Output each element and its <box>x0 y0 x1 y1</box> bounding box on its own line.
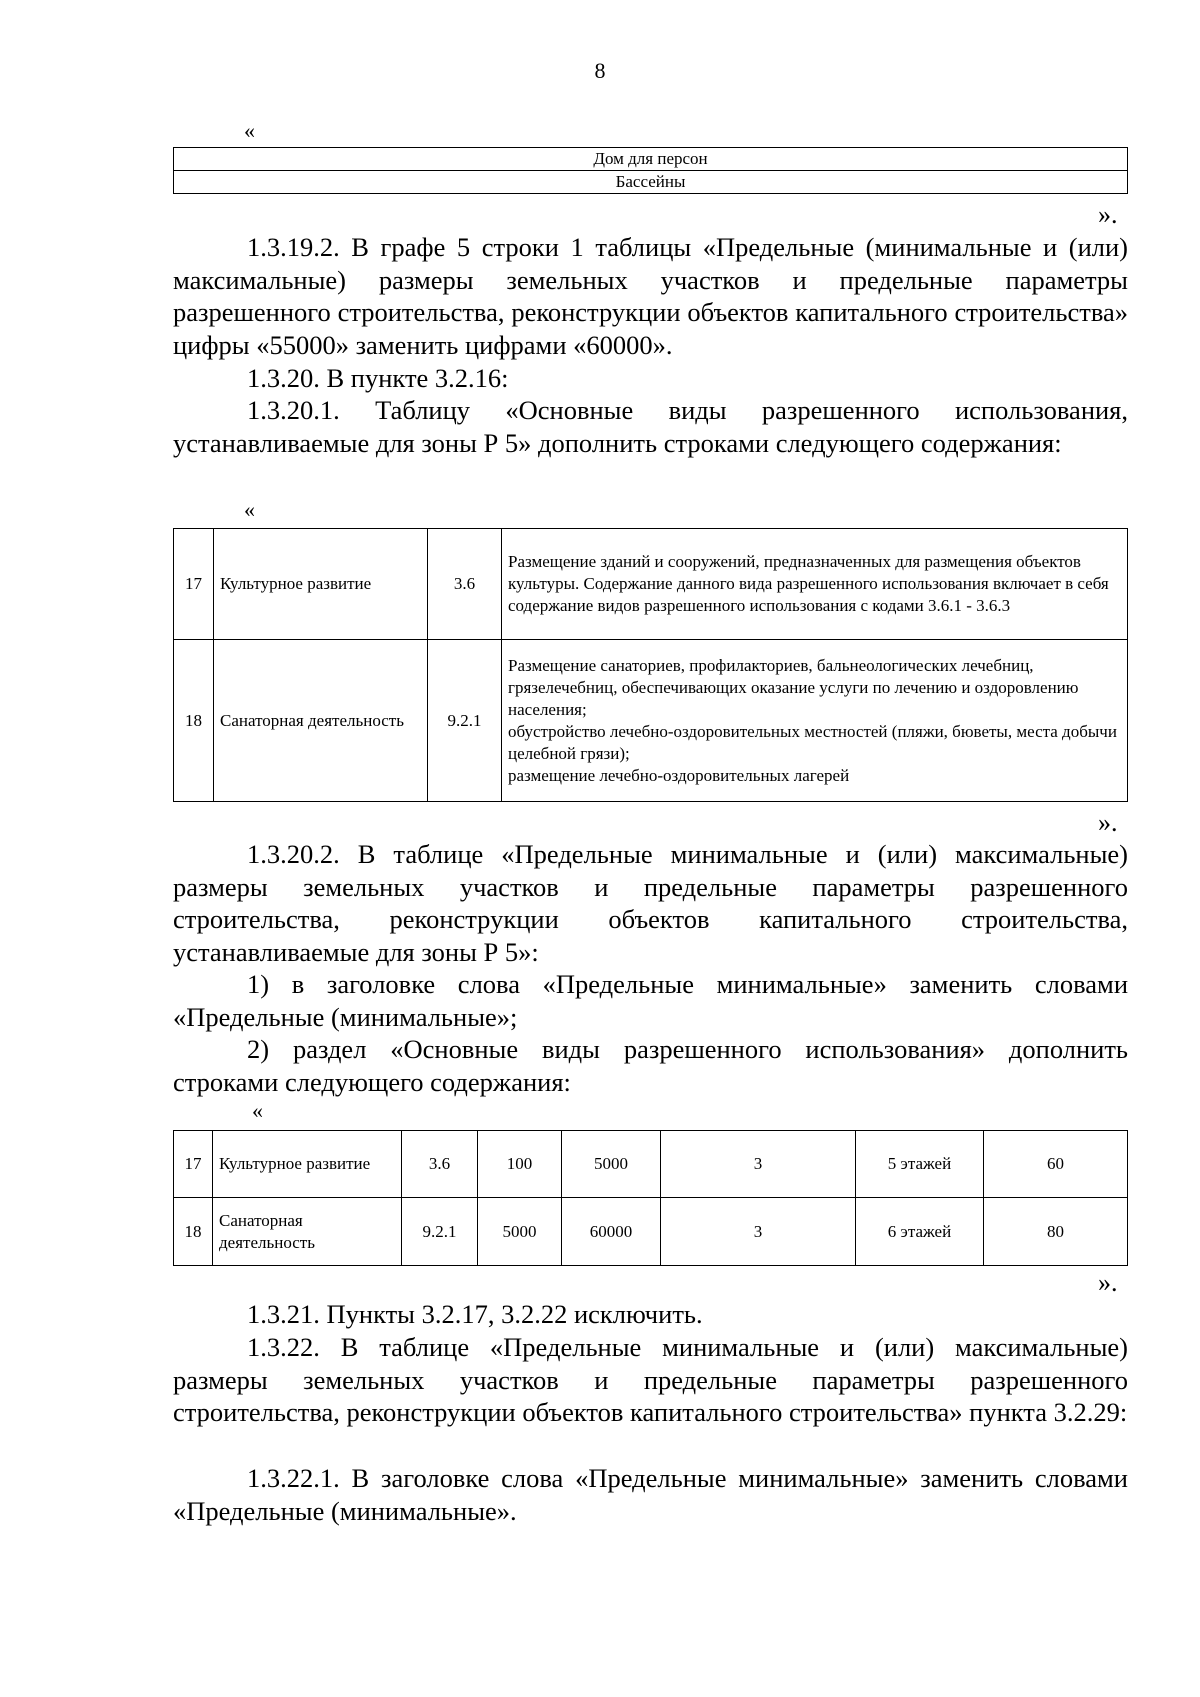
quote-open-2: « <box>244 497 255 522</box>
table-cell: Бассейны <box>174 171 1128 194</box>
paragraph-1-3-21 <box>173 1298 1128 1331</box>
paragraph-text: 2) раздел «Основные виды разрешенного использования» дополнить строками следующего содержания: <box>173 1034 1128 1097</box>
table-1 <box>173 147 1128 194</box>
quote-close-3: ». <box>1098 1268 1118 1297</box>
use-name: Санаторная деятельность <box>214 640 428 802</box>
row-number: 18 <box>174 640 214 802</box>
description-line: Размещение санаториев, профилакториев, бальнеологических лечебниц, грязелечебниц, обеспечивающих оказание услуги по лечению и оздоровлению населения; <box>508 655 1079 719</box>
paragraph-1-3-22-1 <box>173 1462 1128 1527</box>
paragraph-1-3-22 <box>173 1331 1128 1429</box>
use-code: 3.6 <box>402 1131 478 1198</box>
table-row <box>174 529 1128 640</box>
table-cell: Дом для персон <box>174 148 1128 171</box>
table-row <box>174 640 1128 802</box>
paragraph-text: 1.3.22.1. В заголовке слова «Предельные минимальные» заменить словами «Предельные (минимальные». <box>173 1463 1128 1526</box>
min-indent: 3 <box>661 1198 856 1266</box>
max-coverage: 80 <box>984 1198 1128 1266</box>
table-3 <box>173 1130 1128 1266</box>
paragraph-text: 1.3.20.2. В таблице «Предельные минимальные и (или) максимальные) размеры земельных участков и предельные параметры разрешенного строительства, реконструкции объектов капитального строительства, устанавливаемые для зоны Р 5»: <box>173 839 1128 967</box>
description-line: обустройство лечебно-оздоровительных местностей (пляжи, бюветы, места добычи целебной грязи); <box>508 721 1117 763</box>
table-row <box>174 171 1128 194</box>
description-line: размещение лечебно-оздоровительных лагерей <box>508 765 850 785</box>
quote-open-3: « <box>252 1098 263 1123</box>
paragraph-1-3-20-2 <box>173 838 1128 968</box>
quote-close-1: ». <box>1098 200 1118 229</box>
use-code: 9.2.1 <box>428 640 502 802</box>
paragraph-1-3-19-2 <box>173 231 1128 361</box>
use-description <box>502 640 1128 802</box>
paragraph-text: 1.3.20.1. Таблицу «Основные виды разрешенного использования, устанавливаемые для зоны Р 5» дополнить строками следующего содержания: <box>173 395 1128 458</box>
paragraph-1-3-20-1 <box>173 394 1128 459</box>
use-name: Культурное развитие <box>214 529 428 640</box>
max-coverage: 60 <box>984 1131 1128 1198</box>
max-area: 5000 <box>562 1131 661 1198</box>
paragraph-subitem-2 <box>173 1033 1128 1098</box>
table-row <box>174 1198 1128 1266</box>
paragraph-text: 1) в заголовке слова «Предельные минимальные» заменить словами «Предельные (минимальные»; <box>173 969 1128 1032</box>
max-floors: 5 этажей <box>856 1131 984 1198</box>
use-name: Культурное развитие <box>213 1131 402 1198</box>
row-number: 17 <box>174 529 214 640</box>
use-code: 3.6 <box>428 529 502 640</box>
use-name: Санаторная деятельность <box>213 1198 402 1266</box>
min-area: 100 <box>478 1131 562 1198</box>
row-number: 18 <box>174 1198 213 1266</box>
description-line: Размещение зданий и сооружений, предназначенных для размещения объектов культуры. Содержание данного вида разрешенного использования включает в себя содержание видов разрешенного использования с кодами 3.6.1 - 3.6.3 <box>508 552 1109 615</box>
paragraph-1-3-20 <box>173 362 1128 395</box>
min-area: 5000 <box>478 1198 562 1266</box>
max-area: 60000 <box>562 1198 661 1266</box>
max-floors: 6 этажей <box>856 1198 984 1266</box>
table-2 <box>173 528 1128 802</box>
row-number: 17 <box>174 1131 213 1198</box>
min-indent: 3 <box>661 1131 856 1198</box>
quote-close-2: ». <box>1098 808 1118 837</box>
use-description <box>502 529 1128 640</box>
paragraph-subitem-1 <box>173 968 1128 1033</box>
paragraph-text: 1.3.21. Пункты 3.2.17, 3.2.22 исключить. <box>247 1299 703 1329</box>
table-row <box>174 148 1128 171</box>
use-code: 9.2.1 <box>402 1198 478 1266</box>
paragraph-text: 1.3.20. В пункте 3.2.16: <box>247 363 509 393</box>
page-number: 8 <box>594 58 606 83</box>
quote-open-1: « <box>244 118 255 143</box>
paragraph-text: 1.3.22. В таблице «Предельные минимальные и (или) максимальные) размеры земельных участков и предельные параметры разрешенного строительства, реконструкции объектов капитального строительства» пункта 3.2.29: <box>173 1332 1128 1427</box>
table-row <box>174 1131 1128 1198</box>
paragraph-text: 1.3.19.2. В графе 5 строки 1 таблицы «Предельные (минимальные и (или) максимальные) размеры земельных участков и предельные параметры разрешенного строительства, реконструкции объектов капитального строительства» цифры «55000» заменить цифрами «60000». <box>173 232 1128 360</box>
